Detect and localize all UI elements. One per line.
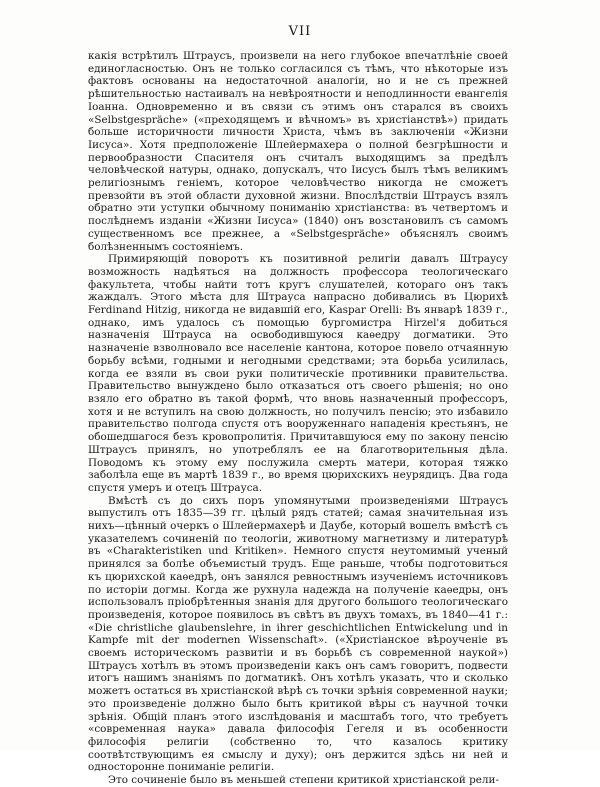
- paragraph-4: Это сочиненіе было въ меньшей степени критикой христіанской рели-: [108, 774, 499, 787]
- paragraph-3: Вмѣстѣ съ до сихъ поръ упомянутыми произведеніями Штраусъ выпустилъ отъ 1835—39 гг. цѣлый рядъ статей; самая значительная изъ нихъ—цѣнный очеркъ о Шлейермахерѣ и Даубе, который вошелъ вмѣстѣ съ указателемъ сочиненій по теологіи, животному магнетизму и литературѣ въ «Charakteristiken und Kritiken». Немного спустя неутомимый ученый принялся за болѣе объемистый трудъ. Еще раньше, чтобы подготовиться къ цюрихской каѳедрѣ, онъ занялся ревностнымъ изученіемъ источниковъ по исторіи догмы. Когда же рухнула надежда на полученіе каѳедры, онъ использовалъ пріобрѣтенныя знанія для другого большого теологическаго произведенія, которое появилось въ свѣтъ въ двухъ томахъ, въ 1840—41 г.: «Die christliche glaubenslehre, in ihrer geschichtlichen Entwickelung und in Kampfe mit der modernen Wissenschaft». («Христіанское вѣроученіе въ своемъ историческомъ развитіи и въ борьбѣ съ современной наукой») Штраусъ хотѣлъ въ этомъ произведеніи какъ онъ самъ говоритъ, подвести итогъ нашимъ знаніямъ по догматикѣ. Онъ хотѣлъ указать, что и сколько можетъ остаться въ христіанской вѣрѣ съ точки зрѣнія современной науки; это произведеніе должно было быть критикой вѣры съ научной точки зрѣнія. Общій планъ этого изслѣдованія и масштабъ того, что требуетъ «современная наука» давала философія Гегеля и въ особенности философія религіи (собственно то, что казалось критику соотвѣтствующимъ ея смыслу и духу); онъ держится здѣсь ни ней и односторонне пониманіе религіи.: [88, 494, 508, 774]
- paragraph-1: какія встрѣтилъ Штраусъ, произвели на него глубокое впечатлѣніе своей единогласностью. Онъ не только согласился съ тѣмъ, что нѣкоторые изъ фактовъ основаны на недостаточной аналогіи, но и не съ прежней рѣшительностью настаивалъ на невѣроятности и неподлинности евангелія Іоанна. Одновременно и въ связи съ этимъ онъ старался въ своихъ «Selbstgespräche» («преходящемъ и вѣчномъ» въ христіанствѣ») придать больше историчности личности Христа, чѣмъ въ заключеніи «Жизни Іисуса». Хотя предположеніе Шлейермахера о полной безгрѣшности и первообразности Спасителя онъ считалъ выходящимъ за предѣлъ человѣческой натуры, однако, допускалъ, что Іисусъ былъ тѣмъ великимъ религіознымъ геніемъ, которое человѣчество никогда не сможетъ превзойти въ этой области духовной жизни. Впослѣдствіи Штраусъ взялъ обратно эти уступки обычному пониманію христіанства: въ четвертомъ и послѣднемъ изданіи «Жизни Іисуса» (1840) онъ возстановилъ съ самомъ существенномъ все прежнее, а «Selbstgespräche» объяснялъ своимъ болѣзненнымъ состояніемъ.: [88, 50, 508, 253]
- body-text: [88, 50, 508, 787]
- page-number: VII: [288, 24, 312, 39]
- paragraph-2: Примиряющій поворотъ къ позитивной религіи давалъ Штраусу возможность надѣяться на должность профессора теологическаго факультета, чтобы найти тотъ кругъ слушателей, котораго онъ такъ жаждалъ. Этого мѣста для Штрауса напрасно добивались въ Цюрихѣ Ferdinand Hitzig, никогда не видавшій его, Kaspar Orelli: Въ январѣ 1839 г., однако, имъ удалось съ помощью бургомистра Hirzel'я добиться назначенія Штрауса на освободившуюся каѳедру догматики. Это назначеніе взволновало все населеніе кантона, которое повело отчаянную борьбу всѣми, годными и негодными средствами; эта борьба усилилась, когда ее взяли въ свои руки политическіе противники правительства. Правительство вынуждено было отказаться отъ своего рѣшенія; но оно взяло его обратно въ такой формѣ, что вновь назначенный профессоръ, хотя и не вступилъ на свою должность, но получилъ пенсію; это избавило правительство полгода спустя отъ вооруженнаго нападенія крестьянъ, не обошедшагося безъ кровопролитія. Причитавшуюся ему по закону пенсію Штраусъ принялъ, но употреблялъ ее на благотворительныя дѣла. Поводомъ къ этому ему послужила смерть матери, которая тяжко заболѣла еще въ мартѣ 1839 г., во время цюрихскихъ неурядицъ. Два года спустя умеръ и отецъ Штрауса.: [88, 253, 508, 494]
